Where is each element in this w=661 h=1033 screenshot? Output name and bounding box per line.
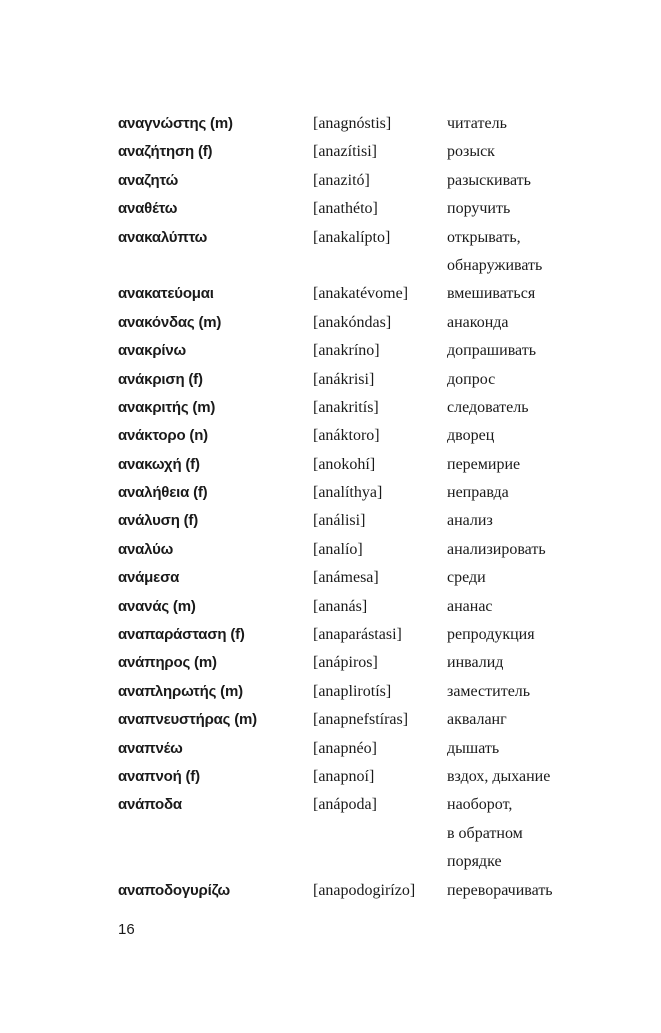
russian-translation (447, 195, 647, 223)
dictionary-entry (0, 167, 661, 195)
transliteration: [anathéto] (313, 200, 378, 218)
greek-word: ανάκτορο (n) (118, 427, 208, 445)
entry-list (0, 110, 661, 905)
dictionary-entry (0, 479, 661, 507)
dictionary-entry (0, 678, 661, 706)
transliteration: [anakóndas] (313, 313, 392, 331)
greek-word: αναλήθεια (f) (118, 484, 208, 502)
translation-line: перемирие (447, 455, 521, 473)
greek-word: ανάποδα (118, 796, 182, 814)
transliteration: [anazítisi] (313, 143, 377, 161)
transliteration: [anaplirotís] (313, 682, 392, 700)
greek-word: ανανάς (m) (118, 597, 196, 615)
greek-word: ανάκριση (f) (118, 370, 203, 388)
transliteration: [anakatévome] (313, 285, 409, 303)
greek-word: ανάλυση (f) (118, 512, 199, 530)
dictionary-entry (0, 280, 661, 308)
translation-line: следователь (447, 398, 529, 416)
transliteration: [anapnoí] (313, 768, 375, 785)
russian-translation (447, 621, 647, 649)
transliteration: [anakritís] (313, 398, 379, 416)
greek-word: ανακρίνω (118, 342, 187, 360)
translation-line: открывать, (447, 228, 521, 246)
translation-line: неправда (447, 484, 509, 502)
greek-word: αναποδογυρίζω (118, 881, 230, 899)
translation-line: заместитель (447, 682, 531, 700)
transliteration: [anákrisi] (313, 370, 375, 388)
dictionary-entry (0, 791, 661, 876)
translation-line: розыск (447, 143, 495, 161)
transliteration: [analíthya] (313, 484, 383, 502)
greek-word: ανακατεύομαι (118, 285, 214, 303)
translation-line: дворец (447, 427, 495, 445)
translation-line: анализировать (447, 540, 546, 558)
greek-word: ανακριτής (m) (118, 398, 216, 416)
translation-line: анаконда (447, 313, 509, 331)
dictionary-entry (0, 621, 661, 649)
dictionary-entry (0, 735, 661, 763)
translation-line: допрашивать (447, 342, 537, 360)
transliteration: [anakríno] (313, 342, 380, 360)
transliteration: [anámesa] (313, 569, 379, 587)
russian-translation (447, 791, 647, 876)
russian-translation (447, 422, 647, 450)
russian-translation (447, 224, 647, 281)
dictionary-entry (0, 451, 661, 479)
transliteration: [anapnefstíras] (313, 711, 409, 729)
russian-translation (447, 649, 647, 677)
dictionary-entry (0, 763, 661, 791)
dictionary-entry (0, 195, 661, 223)
dictionary-entry (0, 649, 661, 677)
greek-word: ανακαλύπτω (118, 228, 208, 246)
greek-word: αναγνώστης (m) (118, 115, 233, 132)
greek-word: ανακόνδας (m) (118, 313, 222, 331)
greek-word: αναλύω (118, 540, 174, 558)
translation-line: вздох, дыхание (447, 768, 551, 785)
dictionary-entry (0, 309, 661, 337)
dictionary-entry (0, 224, 661, 281)
russian-translation (447, 337, 647, 365)
dictionary-entry (0, 536, 661, 564)
dictionary-entry (0, 422, 661, 450)
transliteration: [anazitó] (313, 171, 370, 189)
greek-word: αναζητώ (118, 171, 179, 189)
dictionary-entry (0, 564, 661, 592)
page-number: 16 (118, 921, 135, 938)
translation-line: ананас (447, 597, 493, 615)
transliteration: [anakalípto] (313, 228, 391, 246)
russian-translation (447, 706, 647, 734)
translation-line: вмешиваться (447, 285, 536, 303)
translation-line: разыскивать (447, 171, 531, 189)
russian-translation (447, 877, 647, 905)
greek-word: αναθέτω (118, 200, 178, 218)
greek-word: αναζήτηση (f) (118, 143, 213, 161)
translation-line: поручить (447, 200, 511, 218)
russian-translation (447, 735, 647, 763)
translation-line: анализ (447, 512, 493, 530)
translation-line: обнаруживать (447, 256, 543, 274)
russian-translation (447, 678, 647, 706)
russian-translation (447, 366, 647, 394)
greek-word: αναπληρωτής (m) (118, 682, 243, 700)
transliteration: [anápoda] (313, 796, 377, 814)
dictionary-entry (0, 593, 661, 621)
russian-translation (447, 394, 647, 422)
dictionary-entry (0, 706, 661, 734)
transliteration: [análisi] (313, 512, 366, 530)
translation-line: в обратном (447, 824, 523, 842)
transliteration: [anáktoro] (313, 427, 380, 445)
dictionary-entry (0, 507, 661, 535)
transliteration: [anagnóstis] (313, 115, 392, 132)
greek-word: αναπνευστήρας (m) (118, 711, 257, 729)
translation-line: среди (447, 569, 486, 587)
greek-word: αναπνοή (f) (118, 768, 200, 785)
dictionary-entry (0, 337, 661, 365)
greek-word: ανάπηρος (m) (118, 654, 217, 672)
translation-line: дышать (447, 739, 500, 757)
russian-translation (447, 763, 647, 791)
greek-word: ανάμεσα (118, 569, 180, 587)
translation-line: читатель (447, 115, 507, 132)
dictionary-entry (0, 394, 661, 422)
russian-translation (447, 536, 647, 564)
russian-translation (447, 564, 647, 592)
transliteration: [analío] (313, 540, 363, 558)
greek-word: αναπαράσταση (f) (118, 626, 245, 644)
russian-translation (447, 593, 647, 621)
russian-translation (447, 280, 647, 308)
dictionary-entry (0, 366, 661, 394)
translation-line: инвалид (447, 654, 504, 672)
greek-word: αναπνέω (118, 739, 183, 757)
translation-line: акваланг (447, 711, 507, 729)
translation-line: переворачивать (447, 881, 553, 899)
transliteration: [ananás] (313, 597, 368, 615)
russian-translation (447, 451, 647, 479)
russian-translation (447, 479, 647, 507)
transliteration: [anapodogirízo] (313, 881, 416, 899)
translation-line: наоборот, (447, 796, 513, 814)
dictionary-entry (0, 110, 661, 138)
russian-translation (447, 309, 647, 337)
transliteration: [anokohí] (313, 455, 376, 473)
translation-line: порядке (447, 853, 502, 871)
greek-word: ανακωχή (f) (118, 455, 200, 473)
transliteration: [anapnéo] (313, 739, 377, 757)
russian-translation (447, 167, 647, 195)
dictionary-entry (0, 138, 661, 166)
dictionary-entry (0, 877, 661, 905)
transliteration: [anápiros] (313, 654, 378, 672)
translation-line: допрос (447, 370, 496, 388)
translation-line: репродукция (447, 626, 535, 644)
russian-translation (447, 138, 647, 166)
russian-translation (447, 507, 647, 535)
transliteration: [anaparástasi] (313, 626, 402, 644)
russian-translation (447, 110, 647, 138)
